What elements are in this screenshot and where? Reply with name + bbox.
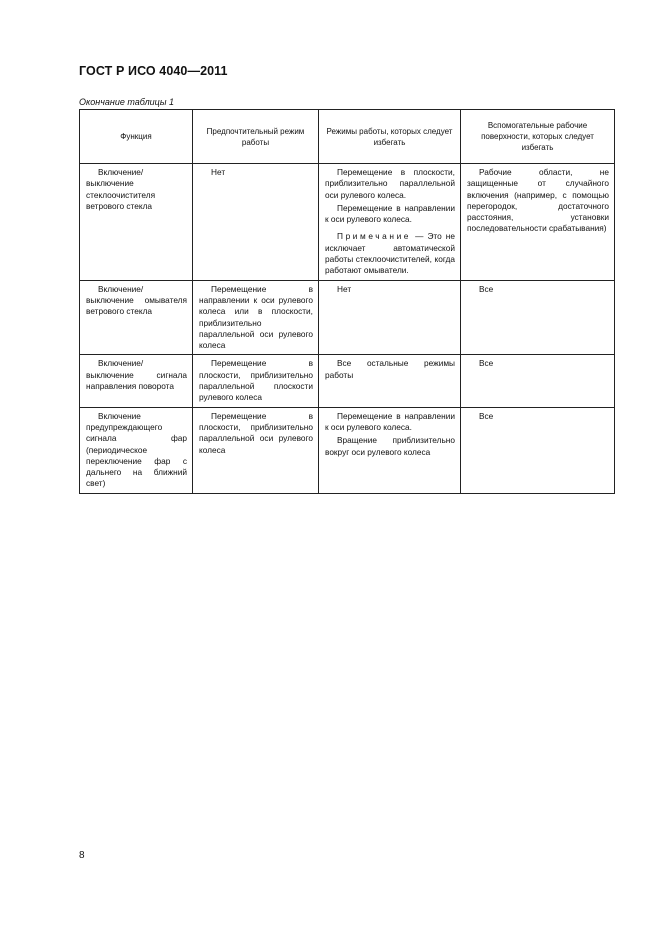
note-text: — Это не исключает автоматической работы стеклоочистителей, когда работают омыватели. xyxy=(325,231,455,276)
table-header-row xyxy=(80,110,615,164)
document-header: ГОСТ Р ИСО 4040—2011 xyxy=(79,64,228,78)
table-note xyxy=(325,231,455,276)
cell-surfaces: Рабочие области, не защищенные от случайного включения (например, с помощью перегородок, достаточного расстояния, установки последовательности срабатывания) xyxy=(461,164,615,281)
column-header-function: Функция xyxy=(80,110,193,164)
column-header-avoid: Режимы работы, которых следует избегать xyxy=(319,110,461,164)
column-header-surfaces: Вспомогательные рабочие поверхности, которых следует избегать xyxy=(461,110,615,164)
cell-function: Включение/выключение сигнала направления поворота xyxy=(80,355,193,407)
cell-preferred: Перемещение в плоскости, приблизительно параллельной оси рулевого колеса xyxy=(193,407,319,493)
cell-avoid: Нет xyxy=(319,280,461,355)
cell-surfaces: Все xyxy=(461,407,615,493)
cell-avoid: Перемещение в направлении к оси рулевого колеса. Вращение приблизительно вокруг оси рулевого колеса xyxy=(319,407,461,493)
cell-avoid: Перемещение в плоскости, приблизительно параллельной оси рулевого колеса. Перемещение в направлении к оси рулевого колеса. Примечание — Это не исключает автоматической работы стеклоочистителей, когда работают омыватели. xyxy=(319,164,461,281)
cell-function: Включение/выключение стеклоочистителя ветрового стекла xyxy=(80,164,193,281)
table-row xyxy=(80,280,615,355)
cell-preferred: Перемещение в плоскости, приблизительно параллельной плоскости рулевого колеса xyxy=(193,355,319,407)
cell-preferred: Перемещение в направлении к оси рулевого колеса или в плоскости, приблизительно параллельной оси рулевого колеса xyxy=(193,280,319,355)
column-header-preferred: Предпочтительный режим работы xyxy=(193,110,319,164)
note-label: Примечание xyxy=(337,231,412,242)
functions-table xyxy=(79,109,615,494)
cell-surfaces: Все xyxy=(461,355,615,407)
cell-avoid: Все остальные режимы работы xyxy=(319,355,461,407)
cell-function: Включение/выключение омывателя ветрового стекла xyxy=(80,280,193,355)
table-caption: Окончание таблицы 1 xyxy=(79,97,174,107)
cell-function: Включение предупреждающего сигнала фар (периодическое переключение фар с дальнего на ближний свет) xyxy=(80,407,193,493)
table-row xyxy=(80,355,615,407)
cell-preferred: Нет xyxy=(193,164,319,281)
cell-surfaces: Все xyxy=(461,280,615,355)
table-row xyxy=(80,164,615,281)
table-row xyxy=(80,407,615,493)
page-number: 8 xyxy=(79,850,85,861)
